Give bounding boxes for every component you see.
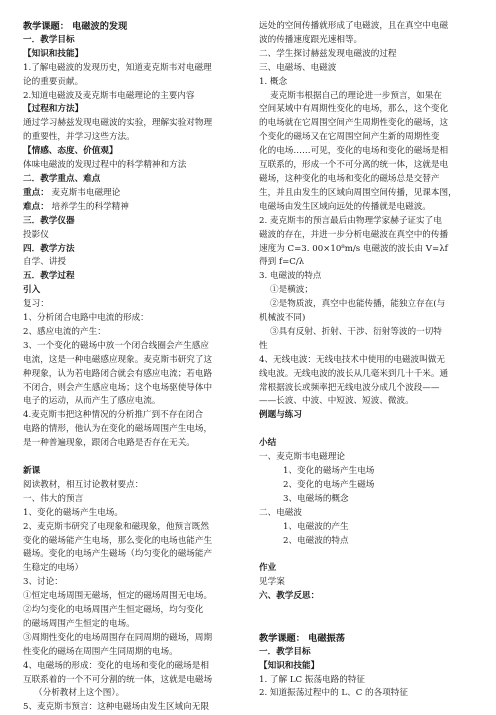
section-heading: 一．教学目标 bbox=[23, 34, 75, 45]
text-line: 互联系的，形成一个不可分离的统一体，这就是电 bbox=[259, 160, 449, 171]
text-line bbox=[23, 201, 229, 215]
text-line: 通过学习赫兹发现电磁波的实验，理解实验对物理 bbox=[23, 118, 213, 129]
text-line: 1、分析闭合电路中电流的形成： bbox=[23, 313, 149, 324]
section-heading: 二．教学重点、难点 bbox=[23, 173, 101, 184]
text-line: 的电场就在它周围空间产生周期性变化的磁场，这 bbox=[259, 118, 449, 129]
text-line: 1.了解电磁波的发现历史，知道麦克斯韦对电磁理 bbox=[23, 62, 212, 73]
text-line: 是一种普遍现象，跟闭合电路是否存在无关。 bbox=[23, 438, 195, 449]
text-line: 2. 麦克斯韦的预言最后由物理学家赫子证实了电 bbox=[259, 215, 442, 226]
text-line: 性变化的磁场在周围产生同周期的电场。 bbox=[23, 646, 178, 657]
section-heading: 【知识和技能】 bbox=[23, 48, 84, 59]
text-line: 投影仪 bbox=[23, 229, 49, 240]
text-line: 磁场，这种变化的电场和变化的磁场总是交替产 bbox=[259, 173, 440, 184]
section-heading: 【过程和方法】 bbox=[23, 104, 84, 115]
text-line: ③具有反射、折射、干涉、衍射等波的一切特 bbox=[270, 326, 442, 337]
section-heading: 作业 bbox=[259, 563, 277, 574]
text-line: 2.知道电磁波及麦克斯韦电磁理论的主要内容 bbox=[23, 90, 195, 101]
text-line: 不闭合，则会产生感应电场；这个电场驱使导体中 bbox=[23, 382, 213, 393]
section-heading: 新课 bbox=[23, 465, 41, 476]
text-line: 化的电场……可见，变化的电场和变化的磁场是相 bbox=[259, 146, 449, 157]
left-column bbox=[23, 20, 229, 715]
text-line: 麦克斯韦根据自己的理论进一步预言，如果在 bbox=[270, 90, 442, 101]
text-line: 线电波。无线电波的波长从几毫米到几十千米。通 bbox=[259, 368, 449, 379]
lesson-title: 教学课题： 电磁波的发现 bbox=[23, 21, 128, 32]
text-line: 个变化的磁场又在它周围空间产生新的周期性变 bbox=[259, 132, 440, 143]
text-line: ③周期性变化的电场周围存在同周期的磁场，周期 bbox=[23, 632, 213, 643]
text-line: 4、无线电波：无线电技术中使用的电磁波叫做无 bbox=[259, 354, 445, 365]
text-line: 1、变化的磁场产生电场 bbox=[283, 465, 375, 476]
text-line: 机械波不同) bbox=[259, 313, 306, 324]
text-line: 的重要性，并学习这些方法。 bbox=[23, 132, 135, 143]
text-line: 空间某域中有周期性变化的电场，那么，这个变化 bbox=[259, 104, 449, 115]
text-line: 阅读教材，相互讨论教材要点： bbox=[23, 479, 144, 490]
text-line: 复习： bbox=[23, 299, 49, 310]
text-line: 论的重要贡献。 bbox=[23, 76, 84, 87]
text-line: 性 bbox=[259, 340, 268, 351]
text-line: 电流，这是一种电磁感应现象。麦克斯韦研究了这 bbox=[23, 354, 213, 365]
text-line: 得到 f=C/λ bbox=[259, 257, 305, 268]
text-line: 4、电磁场的形成：变化的电场和变化的磁场是相 bbox=[23, 660, 209, 671]
section-heading: 小结 bbox=[259, 438, 277, 449]
text-line: 常根据波长或频率把无线电波分成几个波段—— bbox=[259, 382, 440, 393]
text-line: 远处的空间传播就形成了电磁波，且在真空中电磁 bbox=[259, 21, 449, 31]
text-line: 生，并且由发生的区域向周围空间传播，见课本图， bbox=[259, 187, 457, 198]
text-line: 1. 概念 bbox=[259, 76, 288, 87]
text-line: 2、感应电流的产生： bbox=[23, 326, 106, 337]
text-line: （分析教材上这个图）。 bbox=[34, 688, 125, 699]
section-heading: 一．教学目标 bbox=[259, 646, 311, 657]
text-line: 电路的情形，他认为在变化的磁场周围产生电场， bbox=[23, 424, 213, 435]
text-line: 二、学生探讨赫兹发现电磁波的过程 bbox=[259, 48, 397, 59]
blank-line bbox=[259, 604, 473, 618]
text-line: 3、电磁场的概念 bbox=[283, 493, 349, 504]
inline-text: 麦克斯韦电磁理论 bbox=[48, 187, 121, 198]
text-line: 1、变化的磁场产生电场。 bbox=[23, 507, 123, 518]
text-line: 二、电磁波 bbox=[259, 507, 302, 518]
section-heading: 例题与练习 bbox=[259, 410, 302, 421]
text-line: 互联系着的一个不可分割的统一体，这就是电磁场 bbox=[23, 674, 213, 685]
text-line: 3. 电磁波的特点 bbox=[259, 271, 322, 282]
text-line: 的磁场周围产生恒定的电场。 bbox=[23, 618, 135, 629]
inline-text: 培养学生的科学精神 bbox=[48, 201, 129, 212]
blank-line bbox=[23, 451, 229, 465]
text-line: 三、电磁场、电磁波 bbox=[259, 62, 337, 73]
section-heading: 【情感、态度、价值观】 bbox=[23, 146, 118, 157]
text-line: 2、电磁波的特点 bbox=[283, 535, 349, 546]
text-line: 3、讨论： bbox=[23, 577, 63, 588]
text-line: 体味电磁波的发现过程中的科学精神和方法 bbox=[23, 160, 187, 171]
text-line: 3、一个变化的磁场中放一个闭合线圈会产生感应 bbox=[23, 340, 209, 351]
text-line: ①是横波； bbox=[270, 285, 313, 296]
text-line: 一、麦克斯韦电磁理论 bbox=[259, 452, 345, 463]
text-line: 自学、讲授 bbox=[23, 257, 66, 268]
text-line: 2、麦克斯韦研究了电现象和磁现象，他预言既然 bbox=[23, 521, 209, 532]
text-line: 电子的运动，从而产生了感应电流。 bbox=[23, 396, 161, 407]
text-line: ②是物质波，真空中也能传播，能独立存在(与 bbox=[270, 299, 446, 310]
section-heading: 五．教学过程 bbox=[23, 271, 75, 282]
text-line: 2. 知道振荡过程中的 L、C 的各项特征 bbox=[259, 688, 408, 699]
text-line: 1、电磁波的产生 bbox=[283, 521, 349, 532]
text-line: 变化的磁场能产生电场，那么变化的电场也能产生 bbox=[23, 535, 213, 546]
inline-label: 难点： bbox=[23, 201, 49, 212]
text-line: 1. 了解 LC 振荡电路的特征 bbox=[259, 674, 366, 685]
text-line bbox=[23, 187, 229, 201]
text-line: 电磁场由发生区域向远处的传播就是电磁波。 bbox=[259, 201, 431, 212]
text-line: 一、伟大的预言 bbox=[23, 493, 84, 504]
right-column bbox=[259, 20, 473, 701]
blank-line bbox=[259, 618, 473, 632]
inline-label: 重点： bbox=[23, 187, 49, 198]
text-line: 5、麦克斯韦预言：这种电磁场由发生区域向无限 bbox=[23, 702, 209, 713]
text-line: 速度为 C=3. 00×10⁸m/s 电磁波的波长由 V=λf bbox=[259, 243, 448, 254]
text-line: 波的传播速度跟光速相等。 bbox=[259, 34, 363, 45]
text-line: 磁场。变化的电场产生磁场（均匀变化的磁场能产 bbox=[23, 549, 213, 560]
section-heading: 四．教学方法 bbox=[23, 243, 75, 254]
text-line: ②均匀变化的电场周围产生恒定磁场，均匀变化 bbox=[23, 605, 204, 616]
section-heading: 三．教学仪器 bbox=[23, 215, 75, 226]
text-line: ——长波、中波、中短波、短波、微波。 bbox=[259, 396, 414, 407]
lesson-title: 教学课题： 电磁振荡 bbox=[259, 632, 345, 644]
section-heading: 六、教学反思： bbox=[259, 591, 320, 602]
text-line: 见学案 bbox=[259, 577, 285, 588]
text-line: 2、变化的电场产生磁场 bbox=[283, 479, 375, 490]
text-line: 4.麦克斯韦把这种情况的分析推广到不存在闭合 bbox=[23, 410, 204, 421]
text-line: ①恒定电场周围无磁场，恒定的磁场周围无电场。 bbox=[23, 591, 213, 602]
text-line: 种现象，认为若电路闭合就会有感应电流；若电路 bbox=[23, 368, 213, 379]
text-line: 磁波的存在，并进一步分析电磁波在真空中的传播 bbox=[259, 229, 449, 240]
blank-line bbox=[259, 548, 473, 562]
section-heading: 引入 bbox=[23, 285, 41, 296]
text-line: 生稳定的电场） bbox=[23, 563, 84, 574]
section-heading: 【知识和技能】 bbox=[259, 660, 320, 671]
blank-line bbox=[259, 423, 473, 437]
